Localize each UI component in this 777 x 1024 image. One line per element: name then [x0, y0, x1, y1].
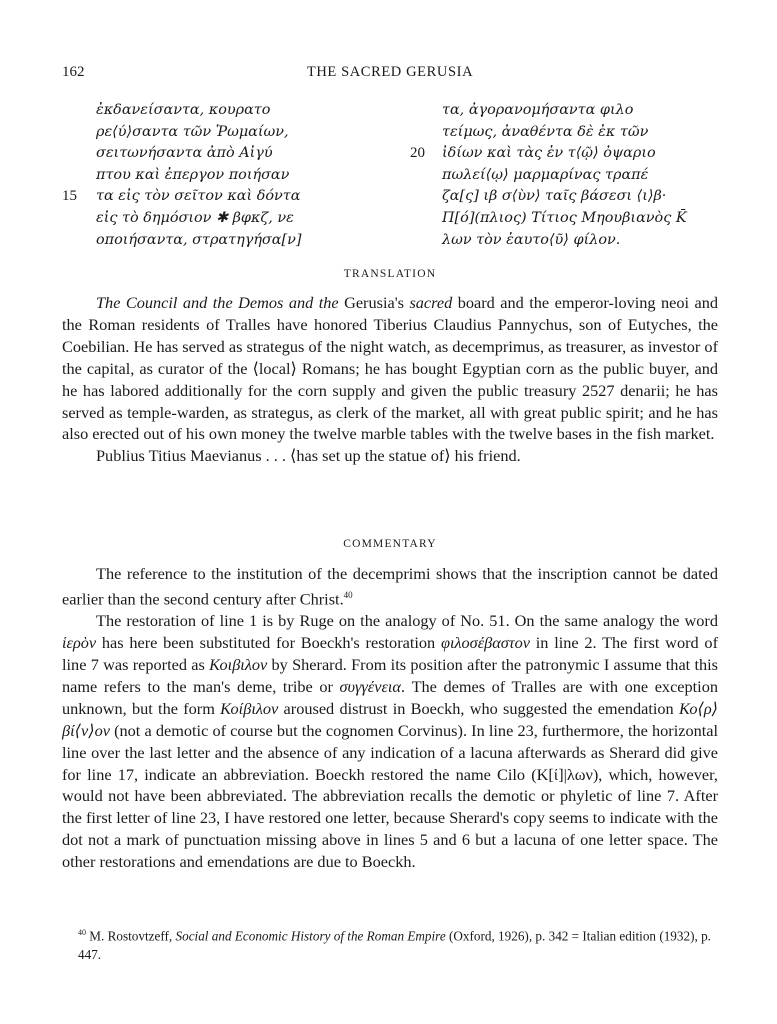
line-number: 20 [410, 145, 425, 162]
greek-inscription [62, 100, 718, 260]
running-title: THE SACRED GERUSIA [306, 64, 474, 80]
inscription-line: τείμως, ἀναθέντα δὲ ἐκ τῶν [442, 123, 649, 140]
inscription-line: ρε⟨ύ⟩σαντα τῶν Ῥωμαίων, [96, 123, 289, 140]
inscription-line: 20 ἰδίων καὶ τὰς ἐν τ⟨ῷ⟩ ὀψαριο [442, 143, 742, 165]
commentary-paragraph: The restoration of line 1 is by Ruge on the analogy of No. 51. On the same analogy the word ἱερὸν has here been substituted for Boeckh's restoration φιλοσέβαστον in line 2. The first word of line 7 was reported as Κοιβιλον by Sherard. From its position after the patronymic I assume that this name refers to the man's deme, tribe or συγγένεια. The demes of Tralles are with one exception unknown, but the form Κοίβιλον aroused distrust in Boeckh, who suggested the emendation Κο⟨ρ⟩βί⟨ν⟩ον (not a demotic of course but the cognomen Corvinus). In line 23, furthermore, the horizontal line over the last letter and the absence of any indication of a lacuna afterwards as Sherard did give for line 17, indicate an abbreviation. Boeckh restored the name Cilo (K[ί]|λων), which, however, would not have been abbreviated. The abbreviation recalls the demotic or phyletic of line 7. After the first letter of line 23, I have restored one letter, because Sherard's copy seems to indicate with the dot not a mark of punctuation missing above in lines 5 and 6 but a lacuna of one letter space. The other restorations and emendations are due to Boeckh. [62, 611, 719, 872]
inscription-line: λων τὸν ἑαυτο⟨ῦ⟩ φίλον. [442, 231, 621, 248]
page-header [62, 64, 718, 86]
footnote: $^{40}$ M. Rostovtzeff, Social and Economic History of the Roman Empire (Oxford, 1926), p. 342 = Italian edition (1932), p. 447. [78, 928, 711, 963]
inscription-line: σειτωνήσαντα ἀπὸ Αἰγύ [96, 145, 273, 162]
translation-text [62, 292, 718, 467]
footnote-marker: 40 [78, 928, 86, 937]
inscription-line: Π[ό](πλιος) Τίτιος Μηουβιανὸς K̄ [442, 209, 687, 226]
inscription-line: πτου καὶ ἐπεργον ποιήσαν [96, 166, 290, 183]
footnote-ref[interactable]: 40 [343, 589, 353, 600]
translation-heading: TRANSLATION [343, 268, 437, 280]
line-number: 15 [62, 188, 77, 205]
inscription-left-column [62, 100, 396, 251]
translation-paragraph: Publius Titius Maevianus . . . ⟨has set up the statue of⟩ his friend. [96, 446, 521, 466]
inscription-line: ἐκδανείσαντα, κουρατο [96, 102, 271, 118]
inscription-line: ζα[ς] ιβ σ⟨ὺν⟩ ταῖς βάσεσι ⟨ι⟩β· [442, 188, 667, 205]
commentary-heading: COMMENTARY [343, 538, 437, 550]
inscription-line: τα, ἀγορανομήσαντα φιλο [442, 102, 634, 118]
translation-paragraph: The Council and the Demos and the Gerusia's sacred board and the emperor-loving neoi and the Roman residents of Tralles have honored Tiberius Claudius Pannychus, son of Eutyches, the Coebilian. He has served as strategus of the night watch, as decemprimus, as treasurer, as investor of the capital, as curator of the ⟨local⟩ Romans; he has bought Egyptian corn as the public buyer, and he has labored additionally for the corn supply and given the public treasury 2527 denarii; he has served as temple-warden, as strategus, as clerk of the market, all with great public spirit; and he has also erected out of his own money the twelve marble tables with the twelve bases in the fish market. [62, 293, 718, 444]
inscription-line: 15 τα εἰς τὸν σεῖτον καὶ δόντα [96, 186, 396, 208]
page-number: 162 [62, 64, 85, 80]
commentary-paragraph: The reference to the institution of the decemprimi shows that the inscription cannot be dated earlier than the second century after Christ.$^{40}$ [62, 564, 718, 609]
commentary-text [62, 563, 718, 873]
inscription-right-column [410, 100, 742, 251]
inscription-line: πωλεί⟨ῳ⟩ μαρμαρίνας τραπέ [442, 166, 649, 183]
inscription-line: οποιήσαντα, στρατηγήσα[ν] [96, 231, 302, 248]
inscription-line: εἰς τὸ δημόσιον ✱ βφκζ, νε [96, 209, 294, 226]
